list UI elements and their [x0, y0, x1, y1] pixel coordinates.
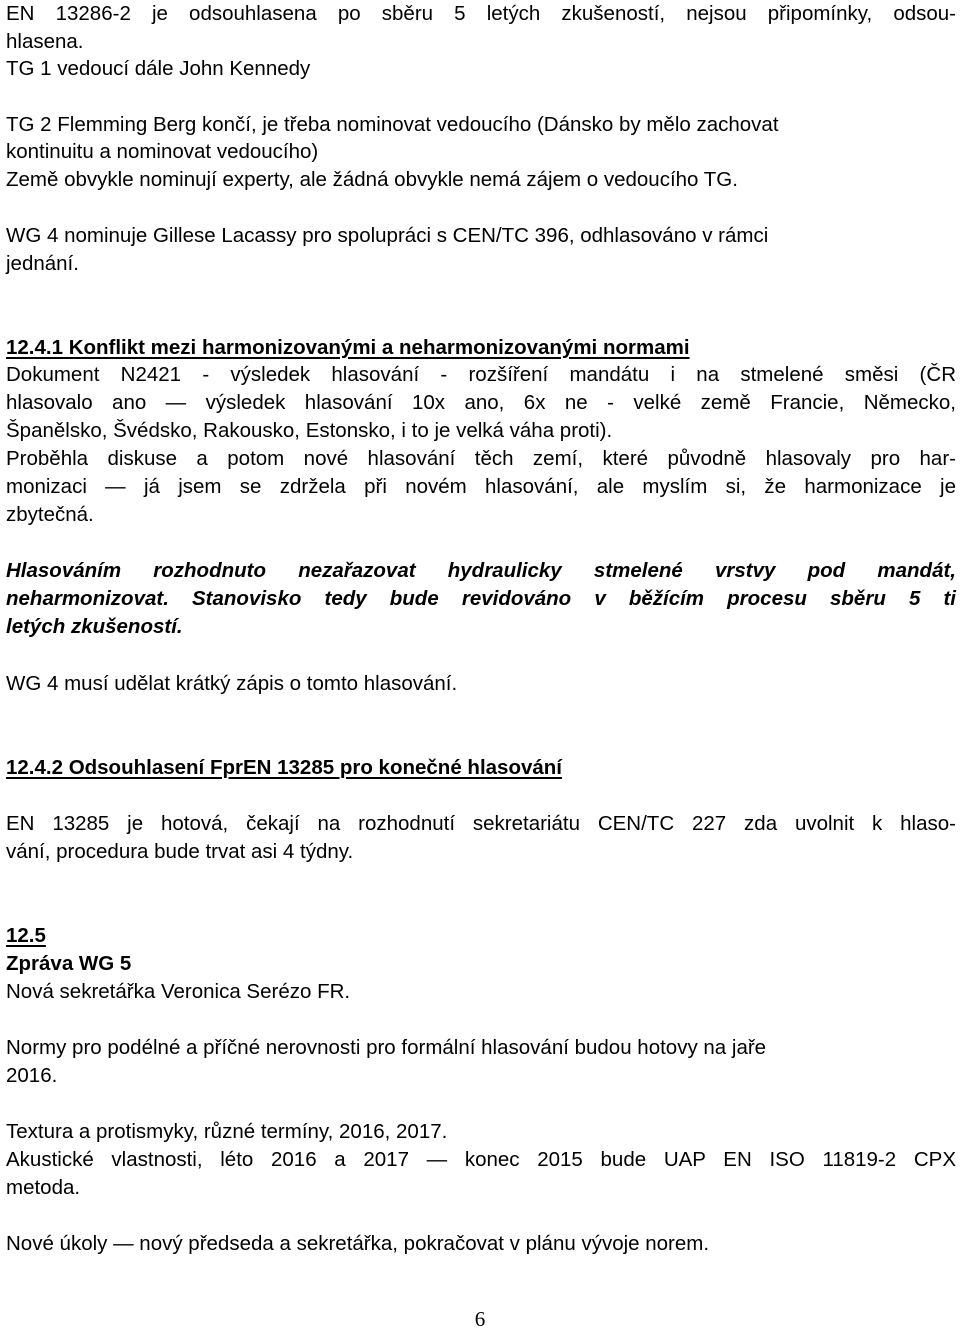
text-line: EN 13285 je hotová, čekají na rozhodnutí sekretariátu CEN/TC 227 zda uvolnit k hlaso- — [6, 812, 956, 835]
decision-text: neharmonizovat. Stanovisko tedy bude revidováno v běžícím procesu sběru 5 ti — [6, 587, 956, 610]
text-line: Dokument N2421 - výsledek hlasování - rozšíření mandátu i na stmelené směsi (ČR — [6, 363, 956, 386]
text-line: hlasena. — [6, 30, 84, 53]
text-line: Textura a protismyky, různé termíny, 2016, 2017. — [6, 1120, 448, 1143]
text-line: WG 4 musí udělat krátký zápis o tomto hlasování. — [6, 672, 458, 695]
text-line: Španělsko, Švédsko, Rakousko, Estonsko, i to je velká váha proti). — [6, 419, 613, 442]
text-line: metoda. — [6, 1176, 81, 1199]
text-line: WG 4 nominuje Gillese Lacassy pro spolupráci s CEN/TC 396, odhlasováno v rámci — [6, 224, 769, 247]
text-line: Nová sekretářka Veronica Serézo FR. — [6, 980, 351, 1003]
section-heading: 12.4.2 Odsouhlasení FprEN 13285 pro konečné hlasování — [6, 756, 562, 779]
text-line: Akustické vlastnosti, léto 2016 a 2017 — konec 2015 bude UAP EN ISO 11819-2 CPX — [6, 1148, 956, 1171]
text-line: Nové úkoly — nový předseda a sekretářka, pokračovat v plánu vývoje norem. — [6, 1232, 710, 1255]
decision-text: Hlasováním rozhodnuto nezařazovat hydraulicky stmelené vrstvy pod mandát, — [6, 559, 956, 582]
text-line: kontinuitu a nominovat vedoucího) — [6, 140, 319, 163]
text-line: monizaci — já jsem se zdržela při novém hlasování, ale myslím si, že harmonizace je — [6, 475, 956, 498]
text-line: Země obvykle nominují experty, ale žádná obvykle nemá zájem o vedoucího TG. — [6, 168, 738, 191]
section-heading: Zpráva WG 5 — [6, 952, 132, 975]
text-line: Normy pro podélné a příčné nerovnosti pro formální hlasování budou hotovy na jaře — [6, 1036, 767, 1059]
text-line: 2016. — [6, 1064, 58, 1087]
text-line: Proběhla diskuse a potom nové hlasování těch zemí, které původně hlasovaly pro har- — [6, 447, 956, 470]
text-line: zbytečná. — [6, 503, 94, 526]
section-heading: 12.4.1 Konflikt mezi harmonizovanými a neharmonizovanými normami — [6, 336, 690, 359]
text-line: vání, procedura bude trvat asi 4 týdny. — [6, 840, 354, 863]
page-number: 6 — [474, 1307, 486, 1331]
text-line: jednání. — [6, 252, 79, 275]
text-line: EN 13286-2 je odsouhlasena po sběru 5 letých zkušeností, nejsou připomínky, odsou- — [6, 2, 956, 25]
decision-text: letých zkušeností. — [6, 615, 183, 638]
text-line: TG 1 vedoucí dále John Kennedy — [6, 57, 311, 80]
section-number: 12.5 — [6, 924, 46, 947]
text-line: hlasovalo ano — výsledek hlasování 10x ano, 6x ne - velké země Francie, Německo, — [6, 391, 956, 414]
text-line: TG 2 Flemming Berg končí, je třeba nominovat vedoucího (Dánsko by mělo zachovat — [6, 113, 779, 136]
